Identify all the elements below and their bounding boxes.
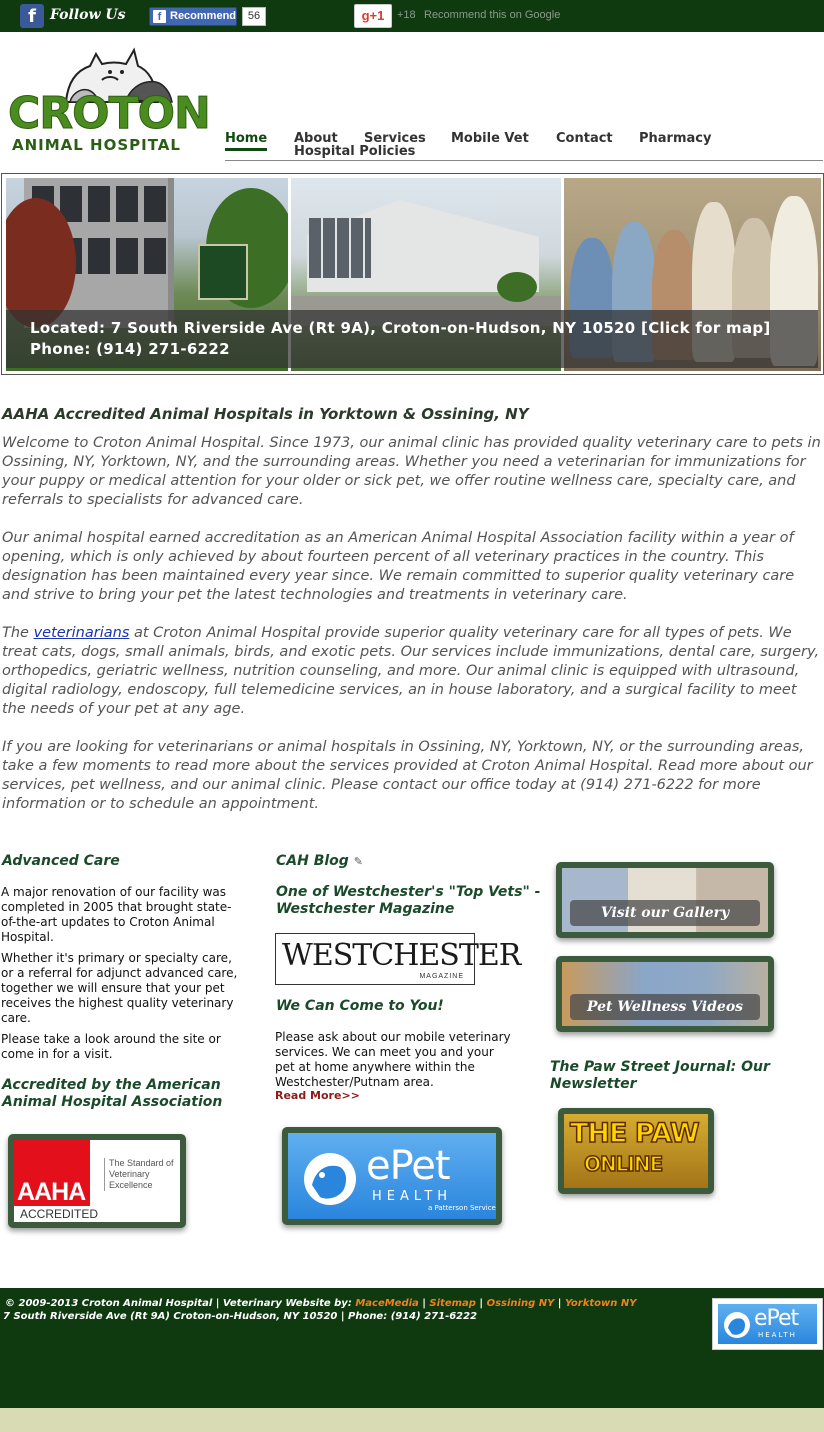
contact-paragraph: If you are looking for veterinarians or animal hospitals in Ossining, NY, Yorktown, NY, or the surrounding areas, take a few moments to read more about the services provided at Croton Animal Hospital. Read more about our services, pet wellness, and our animal clinic. Please contact our office today at (914) 271-6222 for more information or to schedule an appointment. [2, 739, 813, 812]
pet-wellness-videos-button[interactable] [556, 956, 774, 1032]
para3-text-start: The [2, 625, 34, 641]
blog-heading[interactable] [276, 853, 363, 870]
nav-pharmacy[interactable]: Pharmacy [639, 131, 712, 146]
nav-mobile-vet[interactable]: Mobile Vet [451, 131, 529, 146]
ossining-link[interactable]: Ossining NY [486, 1298, 555, 1309]
come-to-you-heading: We Can Come to You! [276, 998, 444, 1014]
westchester-wordmark: WESTCHESTER [282, 938, 521, 973]
footer-copyright-line: © 2009-2013 Croton Animal Hospital | Veterinary Website by: MaceMedia | Sitemap | Ossining NY | Yorktown NY [5, 1298, 637, 1309]
footer-epet-logo[interactable] [712, 1298, 823, 1350]
footer-epet-health: HEALTH [758, 1331, 797, 1339]
visit-gallery-button[interactable] [556, 862, 774, 938]
aaha-accredited-text: ACCREDITED [20, 1207, 99, 1221]
paw-title: THE PAW [570, 1118, 699, 1149]
advanced-care-p3: Please take a look around the site or come in for a visit. [1, 1032, 221, 1061]
epet-health-banner[interactable] [282, 1127, 502, 1225]
accreditation-paragraph: Our animal hospital earned accreditation as an American Animal Hospital Association facility within a year of opening, which is only achieved by about fourteen percent of all veterinary practices in the country. This designation has been maintained every year since. We remain committed to superior quality veterinary care and strive to bring your pet the latest technologies and treatments in veterinary care. [2, 530, 795, 603]
intro-paragraph: Welcome to Croton Animal Hospital. Since 1973, our animal clinic has provided quality veterinary care to pets in Ossining, NY, Yorktown, NY, and the surrounding areas. Whether you need a veterinarian for immunizations for your puppy or medical attention for your older or sick pet, we offer routine wellness care, specialty care, and referrals to specialists for advanced care. [2, 435, 821, 508]
social-bar [0, 0, 824, 32]
gallery-label: Visit our Gallery [570, 900, 760, 926]
recommend-count: 56 [242, 7, 266, 26]
footer-copyright: © 2009-2013 Croton Animal Hospital | Veterinary Website by: [5, 1298, 356, 1309]
read-more-link[interactable]: Read More>> [275, 1089, 360, 1102]
nav-hospital-policies[interactable]: Hospital Policies [294, 144, 416, 159]
sitemap-link[interactable]: Sitemap [429, 1298, 476, 1309]
facebook-icon[interactable]: f [20, 4, 44, 28]
advanced-care-heading: Advanced Care [2, 853, 120, 869]
advanced-care-p1: A major renovation of our facility was completed in 2005 that brought state-of-the-art updates to Croton Animal Hospital. [1, 885, 232, 944]
banner-location[interactable]: Located: 7 South Riverside Ave (Rt 9A), Croton-on-Hudson, NY 10520 [Click for map] [30, 319, 771, 337]
footer-address: 7 South Riverside Ave (Rt 9A) Croton-on-Hudson, NY 10520 | Phone: (914) 271-6222 [3, 1311, 478, 1322]
facebook-logo-icon: f [153, 10, 166, 23]
main-nav [225, 130, 823, 161]
banner-caption[interactable] [6, 310, 818, 368]
nav-home[interactable]: Home [225, 131, 267, 151]
newsletter-heading: The Paw Street Journal: Our Newsletter [550, 1059, 770, 1092]
hero-banner[interactable] [1, 173, 824, 375]
accredited-heading: Accredited by the American Animal Hospital Association [2, 1077, 223, 1110]
recommend-label: Recommend [170, 10, 237, 22]
google-plus-one-button[interactable]: g+1 [354, 4, 392, 28]
banner-phone: Phone: (914) 271-6222 [30, 340, 230, 358]
epet-wordmark: ePet [366, 1143, 450, 1189]
westchester-magazine-label: MAGAZINE [419, 973, 464, 980]
videos-label: Pet Wellness Videos [570, 994, 760, 1020]
footer-pet-icon [722, 1308, 752, 1342]
advanced-care-p2: Whether it's primary or specialty care, or a referral for adjunct advanced care, together we will ensure that your pet receives the highest quality veterinary care. [1, 951, 238, 1025]
hospital-sign [198, 244, 248, 300]
facebook-recommend-button[interactable] [149, 7, 237, 26]
nav-contact[interactable]: Contact [556, 131, 613, 146]
aaha-logo-text: AAHA [17, 1178, 86, 1206]
google-recommend-text: Recommend this on Google [424, 9, 561, 21]
epet-health-label: HEALTH [372, 1189, 453, 1204]
site-footer [0, 1288, 824, 1408]
logo-wordmark: CROTON [8, 88, 210, 139]
pencil-icon: ✎ [353, 855, 363, 868]
veterinarians-link[interactable]: veterinarians [33, 625, 130, 641]
nav-services[interactable]: Services [364, 131, 426, 146]
aaha-standard-text: The Standard of Veterinary Excellence [104, 1158, 176, 1191]
top-vets-heading: One of Westchester's "Top Vets" - Westchester Magazine [276, 884, 541, 917]
paw-subtitle: ONLINE [584, 1152, 663, 1176]
paw-online-newsletter-button[interactable] [558, 1108, 714, 1194]
bottom-strip [0, 1408, 824, 1432]
croton-logo[interactable] [6, 40, 210, 156]
mobile-vet-text: Please ask about our mobile veterinary services. We can meet you and your pet at home anywhere within the Westchester/Putnam area. [275, 1030, 511, 1089]
aaha-badge[interactable] [8, 1134, 186, 1228]
veterinarians-paragraph [2, 624, 822, 719]
para3-text-end: at Croton Animal Hospital provide superior quality veterinary care for all types of pets. We treat cats, dogs, small animals, birds, and exotic pets. Our services include immunizations, dental care, surgery, orthopedics, geriatric wellness, nutrition counseling, and more. Our animal clinic is equipped with ultrasound, digital radiology, endoscopy, full telemedicine services, an in house laboratory, and a surgical facility to meet the needs of your pet at any age. [2, 625, 820, 717]
google-plus-count: +18 [397, 9, 416, 21]
epet-patterson-label: a Patterson Service [428, 1204, 496, 1212]
page-heading: AAHA Accredited Animal Hospitals in Yorktown & Ossining, NY [2, 405, 529, 423]
macemedia-link[interactable]: MaceMedia [355, 1298, 419, 1309]
logo-subtitle: ANIMAL HOSPITAL [12, 136, 181, 154]
blog-heading-text[interactable]: CAH Blog [276, 853, 349, 869]
pet-silhouette-icon [300, 1145, 360, 1215]
footer-epet-wordmark: ePet [754, 1306, 799, 1331]
westchester-magazine-logo[interactable] [275, 933, 521, 985]
yorktown-link[interactable]: Yorktown NY [564, 1298, 637, 1309]
nav-about[interactable]: About [294, 131, 338, 146]
follow-us-label[interactable]: Follow Us [50, 7, 126, 23]
